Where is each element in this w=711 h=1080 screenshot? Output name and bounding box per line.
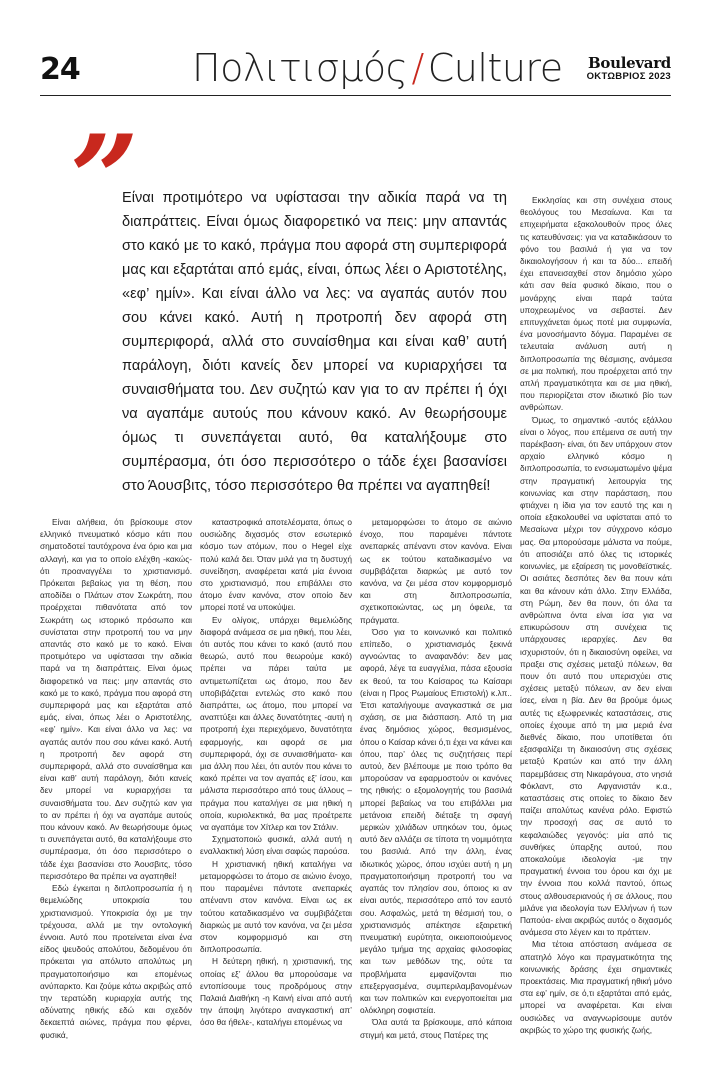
paragraph: μεταμορφώσει το άτομο σε αιώνιο ένοχο, που παραμένει πάντοτε ανεπαρκές απέναντι στον κανόνα. Είναι ως εκ τούτου καταδικασμένο να συμβιβάζεται διαρκώς με αυτό τον κανόνα, να ζει μέσα στον κομφορμισμό και στη διπλοπροσωπία, σχετικοποιώντας, ως μη όφειλε, τα πράγματα.	[360, 517, 512, 625]
article-column-1	[40, 516, 192, 1064]
page-number: 24	[40, 52, 80, 87]
paragraph: Σχηματοποιώ φυσικά, αλλά αυτή η εναλλακτική λύση είναι σαφώς παρούσα.	[200, 834, 352, 857]
section-title-greek: Πολιτισμός	[192, 46, 408, 90]
paragraph: καταστροφικά αποτελέσματα, όπως ο ουσιώδης διχασμός στον εσωτερικό κόσμο των ατόμων, που ο Hegel είχε πολύ καλά δει. Όταν μιλά για τη δυστυχή συνείδηση, αναφέρεται κατά μία έννοια στο χριστιανισμό, που επιβάλλει στο άτομο έναν κανόνα, στον οποίο δεν μπορεί ποτέ να υποκύψει.	[200, 517, 352, 613]
issue-date: ΟΚΤΩΒΡΙΟΣ 2023	[586, 71, 671, 82]
paragraph: Η χριστιανική ηθική καταλήγει να μεταμορφώσει το άτομο σε αιώνιο ένοχο, που παραμένει πάντοτε ανεπαρκές απέναντι στον κανόνα. Είναι ως εκ τούτου καταδικασμένο να συμβιβάζεται διαρκώς με αυτό τον κανόνα, να ζει μέσα στον κομφορμισμό και στη διπλοπροσωπία.	[200, 858, 352, 955]
brand-name: Boulevard	[588, 54, 671, 72]
article-column-3	[360, 516, 512, 1064]
article-column-4	[520, 194, 672, 1066]
paragraph: Όσο για το κοινωνικό και πολιτικό επίπεδο, ο χριστιανισμός ξεκινά αγνοώντας το αναφανδόν: δεν μας αφορά, λέγε τα ευαγγέλια, πάσα εξουσία εκ θεού, τα του Καίσαρος τω Καίσαρι (είναι η Προς Ρωμαίους Επιστολή) κ.λπ.. Έτσι καταλήγουμε αναγκαστικά σε μια σχάση, σε μια διάσπαση. Από τη μια ένας δημόσιος χώρος, θεσμισμένος, όπου ο Καίσαρ κάνει ό,τι έχει να κάνει και όπου, παρ’ όλες τις συζητήσεις περί αυτού, δεν βλέπουμε με ποιο τρόπο θα μπορούσαν να εφαρμοστούν οι κανόνες της ηθικής: ο εξομολογητής του βασιλιά μπορεί βεβαίως να του επιβάλλει μια μετάνοια επειδή διέταξε τη σφαγή μερικών χιλιάδων υπηκόων του, όμως αυτό δεν αλλάζει σε τίποτα τη νομιμότητα του βασιλιά. Από την άλλη, ένας ιδιωτικός χώρος, όπου ισχύει αυτή η μη πραγματοποιήσιμη προτροπή του να αγαπάς τον πλησίον σου, όποιος κι αν είναι αυτός, περισσότερο από τον εαυτό σου. Ασφαλώς, μετά τη θέσμισή του, ο χριστιανισμός απέκτησε εξαιρετική πνευματική ευρύτητα, οικειοποιούμενος μεγάλο τμήμα της αρχαίας φιλοσοφίας και των μεθόδων της, ούτε τα προβλήματα εμφανίζονται πιο επεξεργασμένα, συμπεριλαμβανομένων και των πολιτικών και ενεργοποιείται μια ολόκληρη σοφιστεία.	[360, 626, 512, 1016]
paragraph: Εκκλησίας και στη συνέχεια στους θεολόγους του Μεσαίωνα. Και τα επιχειρήματα εξακολουθούν προς όλες τις κατευθύνσεις: για να καταδικάσουν το φόνο του βασιλιά ή για να τον δικαιολογήσουν ή και τα δύο... επειδή έχει επανεισαχθεί στον δημόσιο χώρο κάτι σαν θεία φυσικό δίκαιο, που ο μονάρχης είναι παρά ταύτα υποχρεωμένος να σεβαστεί. Δεν επιτυγχάνεται όμως ποτέ μια συμφωνία, ένα μονοσήμαντο δόγμα. Παραμένει σε τελευταία ανάλυση αυτή η διπλοπροσωπία της θέσμισης, ανάμεσα σε μια πολιτική, που προέρχεται από την απλή πραγματικότητα και σε μια ηθική, που περιορίζεται στον ιδιωτικό βίο των ανθρώπων.	[520, 195, 672, 413]
paragraph: Όλα αυτά τα βρίσκουμε, από κάποια στιγμή και μετά, στους Πατέρες της	[360, 1017, 512, 1040]
section-title	[192, 46, 563, 90]
header-divider	[40, 95, 671, 96]
paragraph: Εδώ έγκειται η διπλοπροσωπία ή η θεμελιώδης υποκρισία του χριστιανισμού. Υποκρισία όχι με την τρέχουσα, αλλά με την οντολογική έννοια. Αυτό που προτείνεται είναι ένα είδος ψευδούς απολύτου, δεδομένου ότι πρόκειται για απόλυτο απολύτως μη πραγματοποιήσιμο και επομένως ανύπαρκτο. Και ζούμε κάτω ακριβώς από την τερατώδη κυριαρχία αυτής της αδύνατης ηθικής εδώ και σχεδόν δεκαεπτά αιώνες, πράγμα που φέρνει, φυσικά,	[40, 883, 192, 1040]
paragraph: Είναι αλήθεια, ότι βρίσκουμε στον ελληνικό πνευματικό κόσμο κάτι που σηματοδοτεί ταυτόχρονα ένα όριο και μια αλλαγή, και για το οποίο ελέχθη -κακώς- ότι προαναγγέλει το χριστιανισμό. Πρόκειται βεβαίως για τη θέση, που αποδίδει ο Πλάτων στον Σωκράτη, που προέρχεται πιθανότατα από τον Σωκράτη ως ιστορικό πρόσωπο και συνίσταται στην προτροπή του να μην απαντάς στο κακό με το κακό. Είναι προτιμότερο να υφίστασαι την αδικία παρά να τη διαπράττεις. Είναι όμως διαφορετικό να πεις: μην απαντάς στο κακό με το κακό, πράγμα που αφορά στη συμπεριφορά μας και εξαρτάται από εμάς, είναι, όπως λέει ο Αριστοτέλης, «εφ’ ημίν». Και είναι άλλο να λες: να αγαπάς αυτόν που σου κάνει κακό. Αυτή η προτροπή δεν αφορά στη συμπεριφορά, αλλά στο συναίσθημα και είναι καθ’ αυτή παράλογη, διότι κανείς δεν μπορεί να κυριαρχήσει τα συναισθήματα του. Δεν συζητώ καν για το αν πρέπει ή όχι να αγαπάμε αυτούς που κάνουν κακό. Αν θεωρήσουμε όμως τι συνεπάγεται αυτό, θα καταλήξουμε στο συμπέρασμα, ότι όσο περισσότερο ο τάδε έχει βασανίσει στο Άουσβιτς, τόσο περισσότερο θα πρέπει να αγαπηθεί!	[40, 517, 192, 881]
brand-block	[587, 56, 671, 83]
quote-mark-icon: ”	[70, 109, 140, 250]
section-title-english: Culture	[427, 46, 563, 90]
paragraph: Μια τέτοια απόσταση ανάμεσα σε απατηλό λόγο και πραγματικότητα της κοινωνικής δράσης έχει σημαντικές προεκτάσεις. Μια πραγματική ηθική μόνο στα εφ’ ημίν, σε ό,τι εξαρτάται από εμάς, μπορεί να αναφέρεται. Και είναι ουσιώδες να αναγνωρίσουμε αυτόν ακριβώς το χώρο της φυσικής ζωής,	[520, 939, 672, 1035]
pull-quote: Είναι προτιμότερο να υφίστασαι την αδικία παρά να τη διαπράττεις. Είναι όμως διαφορετικό να πεις: μην απαντάς στο κακό με το κακό, πράγμα που αφορά στη συμπεριφορά μας και εξαρτάται από εμάς, είναι, όπως λέει ο Αριστοτέλης, «εφ’ ημίν». Και είναι άλλο να λες: να αγαπάς αυτόν που σου κάνει κακό. Αυτή η προτροπή δεν αφορά στη συμπεριφορά, αλλά στο συναίσθημα και είναι καθ’ αυτή παράλογη, διότι κανείς δεν μπορεί να κυριαρχήσει τα συναισθήματα του. Δεν συζητώ καν για το αν πρέπει ή όχι να αγαπάμε αυτούς που κάνουν κακό. Αν θεωρήσουμε όμως τι συνεπάγεται αυτό, θα καταλήξουμε στο συμπέρασμα, ότι όσο περισσότερο ο τάδε έχει βασανίσει στο Άουσβιτς, τόσο περισσότερο θα πρέπει να αγαπηθεί!	[122, 190, 507, 494]
paragraph: Εν ολίγοις, υπάρχει θεμελιώδης διαφορά ανάμεσα σε μια ηθική, που λέει, ότι αυτός που κάνει το κακό (αυτό που θεωρώ, αυτό που θεωρούμε κακό) πρέπει να πάρει ταύτα με αντιμετωπίζεται ως άτομο, που δεν υποβιβάζεται εντελώς στο κακό που διαπράττει, ως άτομο, που μπορεί να αναπτύξει και άλλες δυνατότητες -αυτή η προτροπή έχει περιεχόμενο, δυνατότητα εφαρμογής, και αφορά σε μια συμπεριφορά, όχι σε συναισθήματα- και μια άλλη που λέει, ότι αυτόν που κάνει το κακό πρέπει να τον αγαπάς εξ’ ίσου, και μάλιστα περισσότερο από τους άλλους – πράγμα που καταλήγει σε μια ηθική η οποία, κυριολεκτικά, θα μας προέτρεπε να αγαπάμε τον Χίτλερ και τον Στάλιν.	[200, 614, 352, 833]
article-column-2	[200, 516, 352, 1064]
section-separator: /	[411, 46, 424, 90]
paragraph: Όμως, το σημαντικό -αυτός εξάλλου είναι ο λόγος, που επέμεινα σε αυτή την παρέκβαση- είναι, ότι δεν υπάρχουν στον αρχαίο ελληνικό κόσμο η διπλοπροσωπία, το ενσωματωμένο ψέμα στην πραγματική λειτουργία της κοινωνίας και στην παράσταση, που φτιάχνει η ίδια για τον εαυτό της και η οποία εξακολουθεί να υφίσταται από το Μεσαίωνα μέχρι τον σύγχρονο κόσμο μας. Θα μπορούσαμε μάλιστα να πούμε, ότι αποσιάζει από όλες τις ιστορικές κοινωνίες, με εξαίρεση τις μονοθεϊστικές. Οι ασιάτες δεσπότες δεν θα πουν κάτι και θα κάνουν κάτι άλλο. Στην Ελλάδα, στη Ρώμη, δεν θα πουν, ότι όλα τα ανθρώπινα όντα είναι ίσα για να επικυρώσουν στη συνέχεια τις υπάρχουσες ιεραρχίες. Δεν θα ισχυριστούν, ότι η δικαιοσύνη οφείλει, να πραξει στις σχέσεις μεταξύ πόλεων, θα πουν ότι αυτό που υπερισχύει στις σχέσεις μεταξύ πόλεων, αν δεν είναι ίσες, είναι η βία. Δεν θα βρούμε όμως αυτές τις εξωφρενικές καταστάσεις, στις οποίες έχουμε από τη μια μεριά ένα διεθνές δίκαιο, που υποτίθεται ότι εξασφαλίζει τη δικαιοσύνη στις σχέσεις μεταξύ Κρατών και από την άλλη παρεμβάσεις στη Νικαράγουα, στο νησιά Φόκλαντ, στο Αφγανιστάν κ.α., καταστάσεις στις οποίες το δίκαιο δεν παίζει απολύτως κανένα ρόλο. Εφιστώ την προσοχή σας σε αυτό το κεφαλαιώδες γεγονός: μία από τις συνθήκες ύπαρξης αυτού, που αποκαλούμε ιδεολογία -με την πραγματική έννοια του όρου και όχι με την έννοια που κολλά παντού, όπως στους αλθουσεριανούς ή σε άλλους, που μιλάνε για ιδεολογία των Ελλήνων ή των Παπούα- είναι ακριβώς αυτός ο διχασμός ανάμεσα στο λέγειν και το πράττειν.	[520, 414, 672, 938]
paragraph: Η δεύτερη ηθική, η χριστιανική, της οποίας εξ’ άλλου θα μπορούσαμε να εντοπίσουμε τους προδρόμους στην Παλαιά Διαθήκη -η Καινή είναι από αυτή την άποψη λιγότερο αναγκαστική απ’ όσο θα ήθελε-, καταλήγει επομένως να	[200, 956, 352, 1028]
